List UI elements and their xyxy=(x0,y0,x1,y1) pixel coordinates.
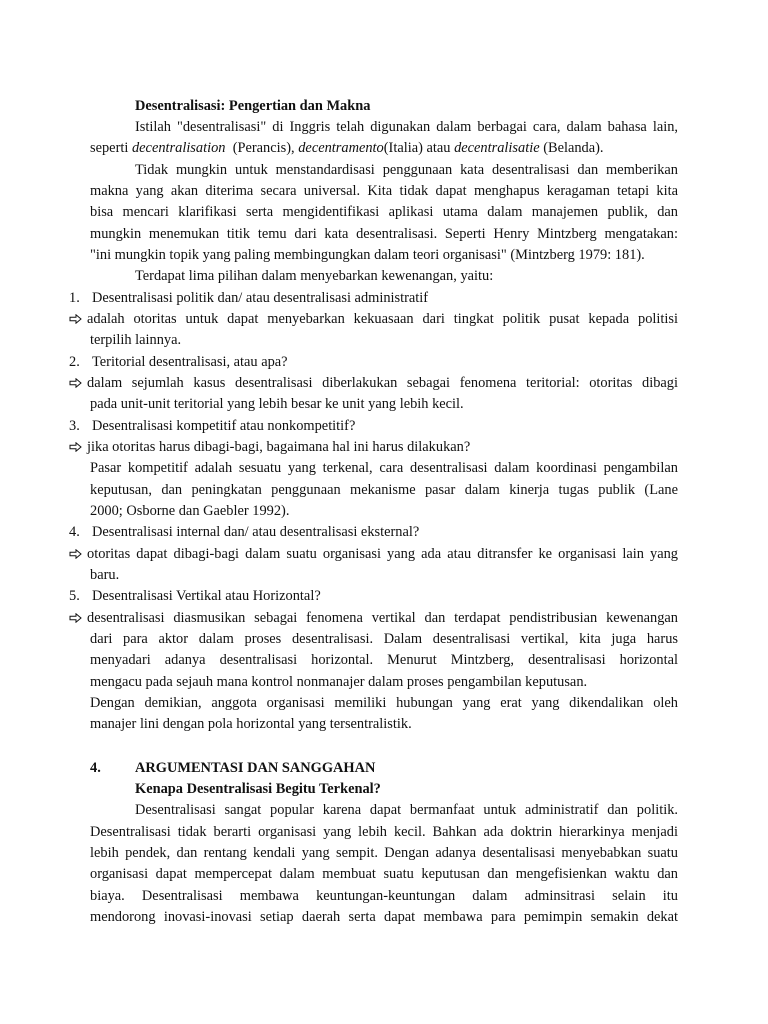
list-item-number: 3. xyxy=(69,418,80,434)
paragraph-line: "ini mungkin topik yang paling membingungkan dalam teori organisasi" (Mintzberg 1979: 181). xyxy=(90,247,645,263)
list-item-number: 1. xyxy=(69,290,80,306)
paragraph-line: mungkin menemukan titik temu dari kata desentralisasi. Seperti Henry Mintzberg mengatakan: xyxy=(90,226,678,242)
list-item-line: baru. xyxy=(90,567,120,583)
list-item-line: 2000; Osborne dan Gaebler 1992). xyxy=(90,503,290,519)
section-subtitle: Kenapa Desentralisasi Begitu Terkenal? xyxy=(135,781,381,797)
list-item-line: Dengan demikian, anggota organisasi memiliki hubungan yang erat yang dikendalikan oleh xyxy=(90,695,678,711)
paragraph-line: seperti decentralisation (Perancis), decentramento(Italia) atau decentralisatie (Belanda). xyxy=(90,140,604,156)
arrow-right-icon xyxy=(69,314,82,324)
list-item-line: Pasar kompetitif adalah sesuatu yang terkenal, cara desentralisasi dalam koordinasi pengambilan xyxy=(90,460,678,476)
arrow-right-icon xyxy=(69,549,82,559)
paragraph-line: biaya. Desentralisasi membawa keuntungan-keuntungan dalam adminsitrasi selain itu xyxy=(90,888,678,904)
list-item-line: desentralisasi diasmusikan sebagai fenomena vertikal dan terdapat pendistribusian kewenangan xyxy=(69,608,678,628)
list-item-number: 4. xyxy=(69,524,80,540)
arrow-right-icon xyxy=(69,613,82,623)
paragraph-line: Desentralisasi tidak berarti organisasi yang lebih kecil. Bahkan ada doktrin hierarkinya menjadi xyxy=(90,824,678,840)
paragraph-line: lebih pendek, dan rentang kendali yang sempit. Dengan adanya desentalisasi menyebabkan suatu xyxy=(90,845,678,861)
list-item-title: Teritorial desentralisasi, atau apa? xyxy=(92,354,288,370)
paragraph-line: Tidak mungkin untuk menstandardisasi penggunaan kata desentralisasi dan memberikan xyxy=(135,162,678,178)
paragraph-line: Terdapat lima pilihan dalam menyebarkan kewenangan, yaitu: xyxy=(135,268,494,284)
section-heading: Desentralisasi: Pengertian dan Makna xyxy=(135,98,371,114)
paragraph-line: makna yang akan diterima secara universal. Kita tidak dapat menghapus keragaman tetapi kita xyxy=(90,183,678,199)
section-number: 4. xyxy=(90,760,101,776)
list-item-line: menyadari adanya desentralisasi horizontal. Menurut Mintzberg, desentralisasi horizontal xyxy=(90,652,678,668)
list-item-title: Desentralisasi Vertikal atau Horizontal? xyxy=(92,588,321,604)
list-item-title: Desentralisasi kompetitif atau nonkompetitif? xyxy=(92,418,356,434)
list-item-line: adalah otoritas untuk dapat menyebarkan kekuasaan dari tingkat politik pusat kepada politisi xyxy=(69,309,678,329)
list-item-line: manajer lini dengan pola horizontal yang tersentralistik. xyxy=(90,716,412,732)
list-item-number: 5. xyxy=(69,588,80,604)
list-item-number: 2. xyxy=(69,354,80,370)
paragraph-line: organisasi dapat mempercepat dalam membuat suatu keputusan dan mengefisienkan waktu dan xyxy=(90,866,678,882)
list-item-title: Desentralisasi internal dan/ atau desentralisasi eksternal? xyxy=(92,524,420,540)
list-item-line: otoritas dapat dibagi-bagi dalam suatu organisasi yang ada atau ditransfer ke organisasi lain yang xyxy=(69,544,678,564)
list-item-title: Desentralisasi politik dan/ atau desentralisasi administratif xyxy=(92,290,429,306)
list-item-line: pada unit-unit teritorial yang lebih besar ke unit yang lebih kecil. xyxy=(90,396,464,412)
list-item-line: jika otoritas harus dibagi-bagi, bagaimana hal ini harus dilakukan? xyxy=(69,437,470,457)
list-item-line: keputusan, dan peningkatan penggunaan mekanisme pasar dalam kinerja tugas publik (Lane xyxy=(90,482,678,498)
list-item-line: dalam sejumlah kasus desentralisasi diberlakukan sebagai fenomena teritorial: otoritas dibagi xyxy=(69,373,678,393)
section-title: ARGUMENTASI DAN SANGGAHAN xyxy=(135,760,376,776)
paragraph-line: Istilah "desentralisasi" di Inggris telah digunakan dalam berbagai cara, dalam bahasa lain, xyxy=(135,119,678,135)
arrow-right-icon xyxy=(69,442,82,452)
paragraph-line: mendorong inovasi-inovasi setiap daerah serta dapat membawa para pemimpin semakin dekat xyxy=(90,909,678,925)
list-item-line: mengacu pada sejauh mana kontrol nonmanajer dalam proses pengambilan keputusan. xyxy=(90,674,588,690)
list-item-line: terpilih lainnya. xyxy=(90,332,182,348)
list-item-line: dari para aktor dalam proses desentralisasi. Dalam desentralisasi vertikal, kita juga harus xyxy=(90,631,678,647)
paragraph-line: Desentralisasi sangat popular karena dapat bermanfaat untuk administratif dan politik. xyxy=(135,802,678,818)
paragraph-line: bisa mencari klarifikasi serta mengidentifikasi aplikasi utama dalam manajemen publik, dan xyxy=(90,204,678,220)
arrow-right-icon xyxy=(69,378,82,388)
